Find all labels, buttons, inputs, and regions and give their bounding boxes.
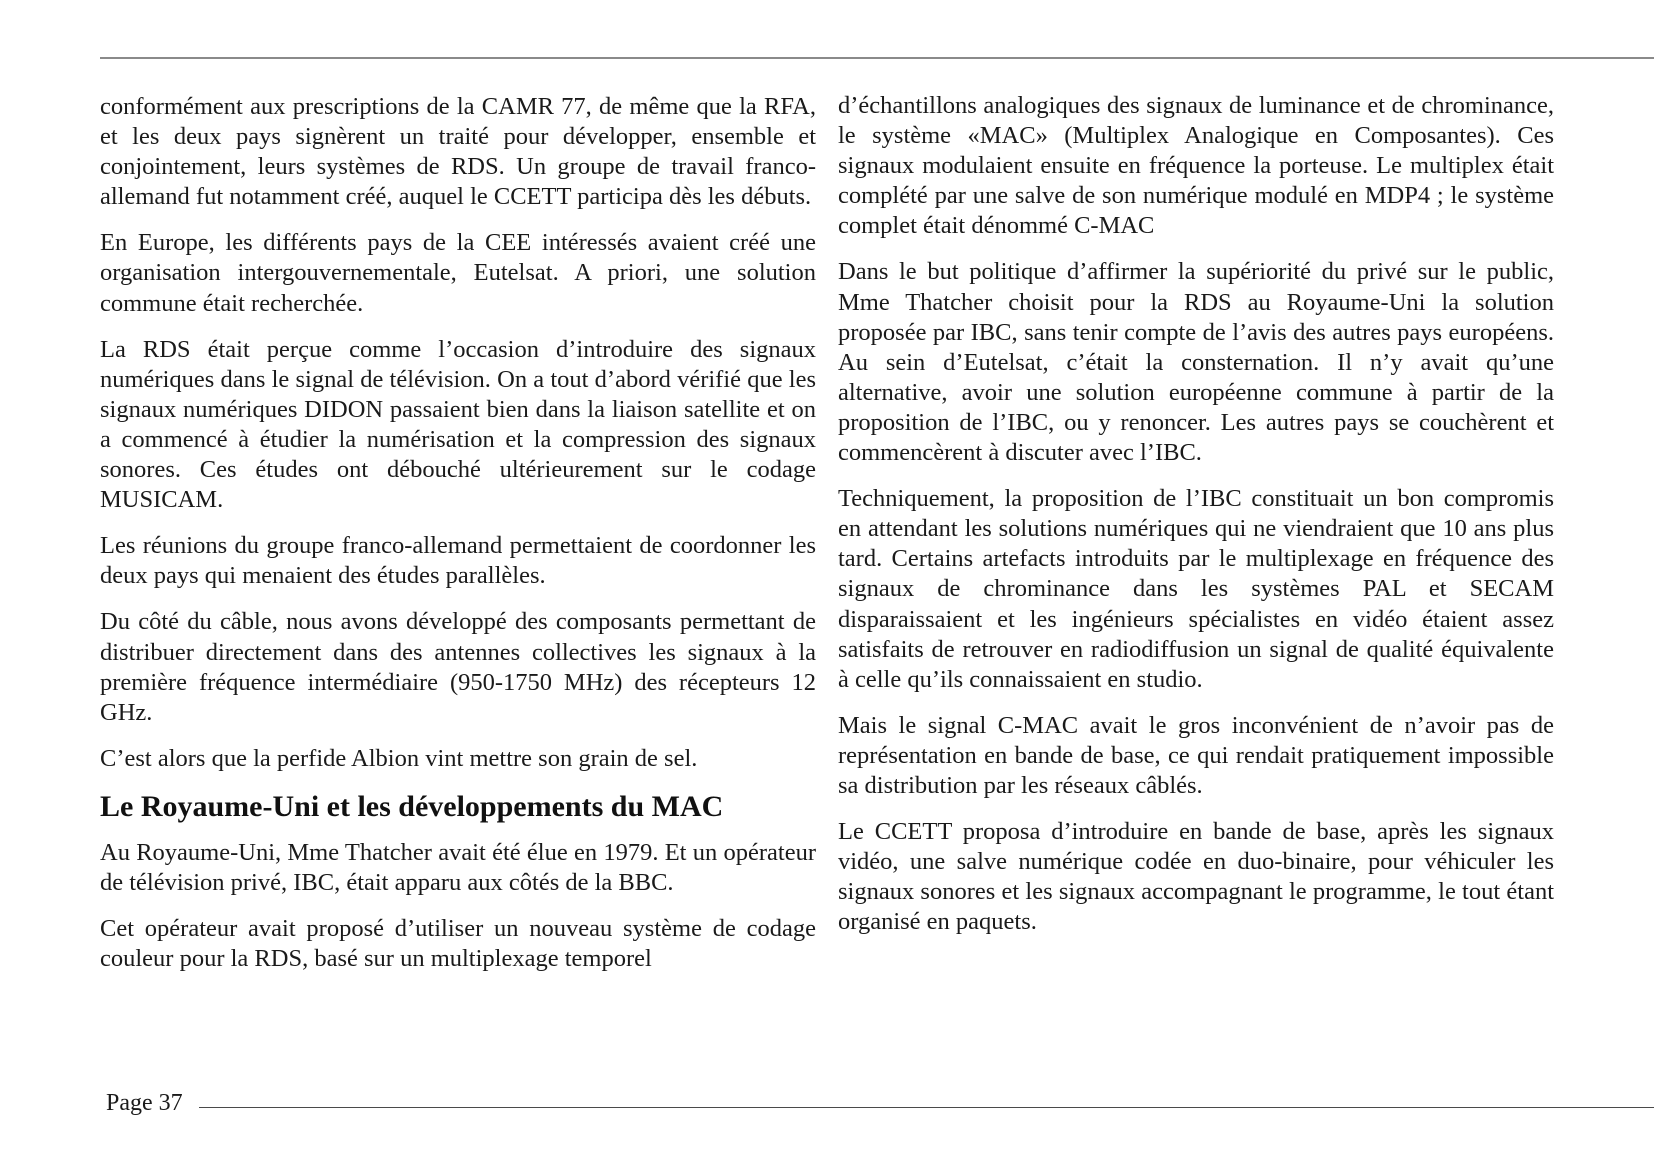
paragraph: Techniquement, la proposition de l’IBC constituait un bon compromis en attendant les solutions numériques qui ne viendraient que 10 ans plus tard. Certains artefacts introduits par le multiplexage en fréquence des signaux de chrominance dans les systèmes PAL et SECAM disparaissaient et les ingénieurs spécialistes en vidéo étaient assez satisfaits de retrouver en radiodiffusion un signal de qualité équivalente à celle qu’ils connaissaient en studio.: [838, 485, 1554, 693]
paragraph: conformément aux prescriptions de la CAMR 77, de même que la RFA, et les deux pays signèrent un traité pour développer, ensemble et conjointement, leurs systèmes de RDS. Un groupe de travail franco-allemand fut notamment créé, auquel le CCETT participa dès les débuts.: [100, 93, 816, 211]
right-column: [838, 91, 1554, 953]
header-rule: [100, 57, 1654, 59]
paragraph: Mais le signal C-MAC avait le gros inconvénient de n’avoir pas de représentation en bande de base, ce qui rendait pratiquement impossible sa distribution par les réseaux câblés.: [838, 711, 1554, 799]
paragraph: Les réunions du groupe franco-allemand permettaient de coordonner les deux pays qui menaient des études parallèles.: [100, 532, 816, 590]
page-footer: [106, 1088, 1654, 1118]
paragraph: C’est alors que la perfide Albion vint mettre son grain de sel.: [100, 744, 698, 772]
paragraph: Dans le but politique d’affirmer la supériorité du privé sur le public, Mme Thatcher choisit pour la RDS au Royaume-Uni la solution proposée par IBC, sans tenir compte de l’avis des autres pays européens. Au sein d’Eutelsat, c’était la consternation. Il n’y avait qu’une alternative, avoir une solution européenne commune à partir de la proposition de l’IBC, ou y renoncer. Les autres pays se couchèrent et commencèrent à discuter avec l’IBC.: [838, 258, 1554, 467]
left-column: [100, 92, 816, 990]
footer-rule: [199, 1107, 1654, 1108]
paragraph: Du côté du câble, nous avons développé des composants permettant de distribuer directement dans des antennes collectives les signaux à la première fréquence intermédiaire (950-1750 MHz) des récepteurs 12 GHz.: [100, 608, 816, 726]
paragraph: La RDS était perçue comme l’occasion d’introduire des signaux numériques dans le signal de télévision. On a tout d’abord vérifié que les signaux numériques DIDON passaient bien dans la liaison satellite et on a commencé à étudier la numérisation et la compression des signaux sonores. Ces études ont débouché ultérieurement sur le codage MUSICAM.: [100, 335, 816, 514]
paragraph: Cet opérateur avait proposé d’utiliser un nouveau système de codage couleur pour la RDS, basé sur un multiplexage temporel: [100, 915, 816, 973]
page-number: Page 37: [106, 1090, 183, 1116]
section-heading: Le Royaume-Uni et les développements du MAC: [100, 789, 724, 823]
paragraph: Au Royaume-Uni, Mme Thatcher avait été élue en 1979. Et un opérateur de télévision privé, IBC, était apparu aux côtés de la BBC.: [100, 838, 816, 896]
paragraph: Le CCETT proposa d’introduire en bande de base, après les signaux vidéo, une salve numérique codée en duo-binaire, pour véhiculer les signaux sonores et les signaux accompagnant le programme, le tout étant organisé en paquets.: [838, 818, 1554, 936]
paragraph: En Europe, les différents pays de la CEE intéressés avaient créé une organisation intergouvernementale, Eutelsat. A priori, une solution commune était recherchée.: [100, 229, 816, 317]
paragraph: d’échantillons analogiques des signaux de luminance et de chrominance, le système «MAC» (Multiplex Analogique en Composantes). Ces signaux modulaient ensuite en fréquence la porteuse. Le multiplex était complété par une salve de son numérique modulé en MDP4 ; le système complet était dénommé C-MAC: [838, 92, 1554, 240]
